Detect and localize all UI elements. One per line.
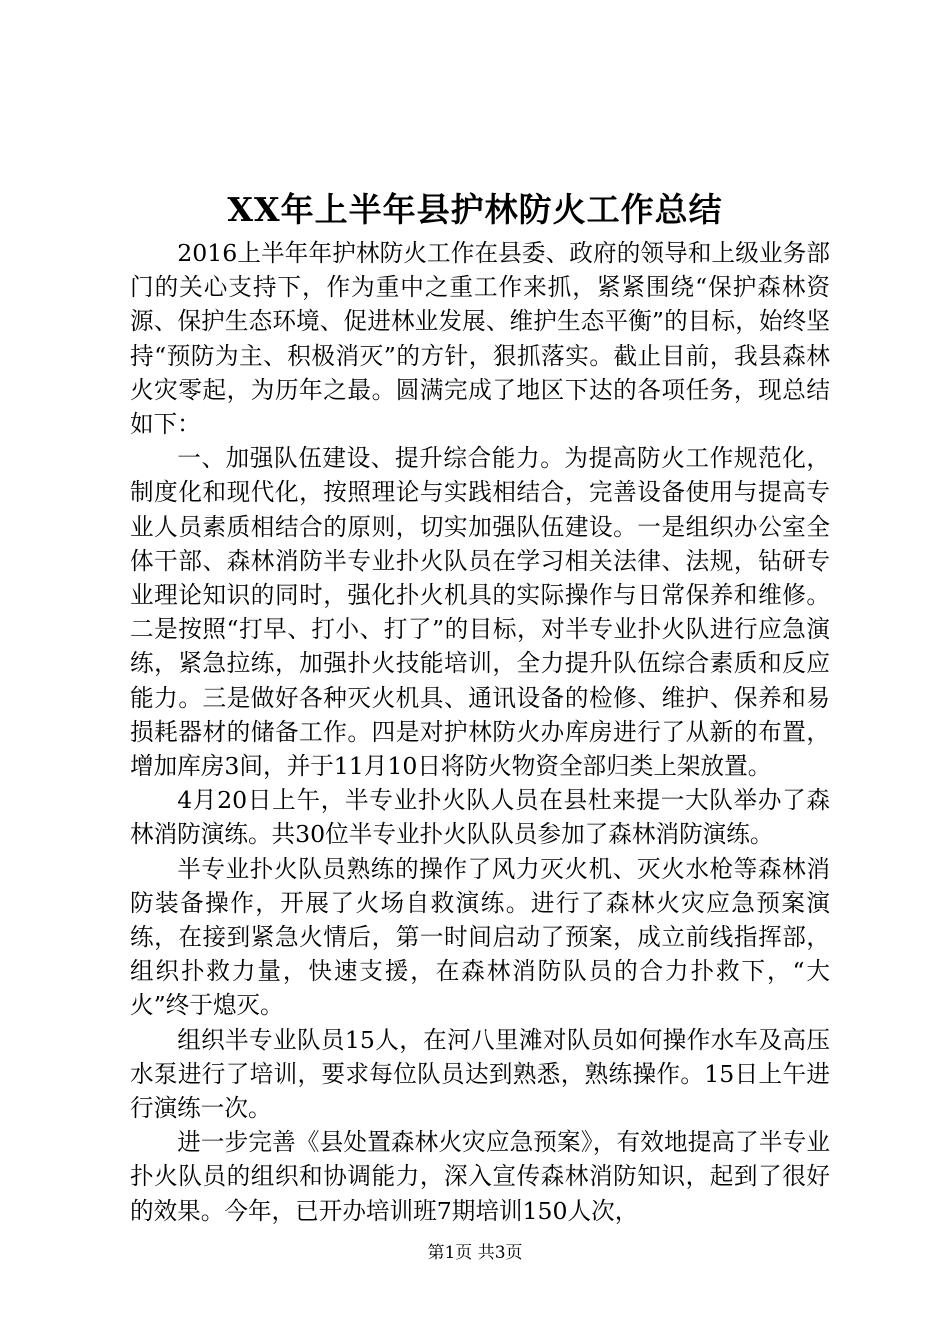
paragraph-intro: 2016上半年年护林防火工作在县委、政府的领导和上级业务部门的关心支持下，作为重中之重工作来抓，紧紧围绕“保护森林资源、保护生态环境、促进林业发展、维护生态平衡”的目标，始终坚持“预防为主、积极消灭”的方针，狠抓落实。截止目前，我县森林火灾零起，为历年之最。圆满完成了地区下达的各项任务，现总结如下： [130, 239, 830, 439]
paragraph-training-water: 组织半专业队员15人，在河八里滩对队员如何操作水车及高压水泵进行了培训，要求每位队员达到熟悉，熟练操作。15日上午进行演练一次。 [130, 1025, 830, 1123]
paragraph-drill-april: 4月20日上午，半专业扑火队人员在县杜来提一大队举办了森林消防演练。共30位半专业扑火队队员参加了森林消防演练。 [130, 786, 830, 849]
document-title: XX年上半年县护林防火工作总结 [227, 190, 723, 229]
paragraph-emergency-plan: 进一步完善《县处置森林火灾应急预案》，有效地提高了半专业扑火队员的组织和协调能力，深入宣传森林消防知识，起到了很好的效果。今年，已开办培训班7期培训150人次， [130, 1128, 830, 1225]
paragraph-team-building: 一、加强队伍建设、提升综合能力。为提高防火工作规范化，制度化和现代化，按照理论与实践相结合，完善设备使用与提高专业人员素质相结合的原则，切实加强队伍建设。一是组织办公室全体干部、森林消防半专业扑火队员在学习相关法律、法规，钻研专业理论知识的同时，强化扑火机具的实际操作与日常保养和维修。二是按照“打早、打小、打了”的目标，对半专业扑火队进行应急演练，紧急拉练，加强扑火技能培训，全力提升队伍综合素质和反应能力。三是做好各种灭火机具、通讯设备的检修、维护、保养和易损耗器材的储备工作。四是对护林防火办库房进行了从新的布置，增加库房3间，并于11月10日将防火物资全部归类上架放置。 [130, 444, 830, 781]
paragraph-drill-details: 半专业扑火队员熟练的操作了风力灭火机、灭火水枪等森林消防装备操作，开展了火场自救演练。进行了森林火灾应急预案演练，在接到紧急火情后，第一时间启动了预案，成立前线指挥部，组织扑救力量，快速支援，在森林消防队员的合力扑救下，“大火”终于熄灭。 [130, 854, 830, 1020]
document-body [130, 236, 830, 1228]
page-number-footer: 第1页 共3页 [427, 1243, 523, 1263]
